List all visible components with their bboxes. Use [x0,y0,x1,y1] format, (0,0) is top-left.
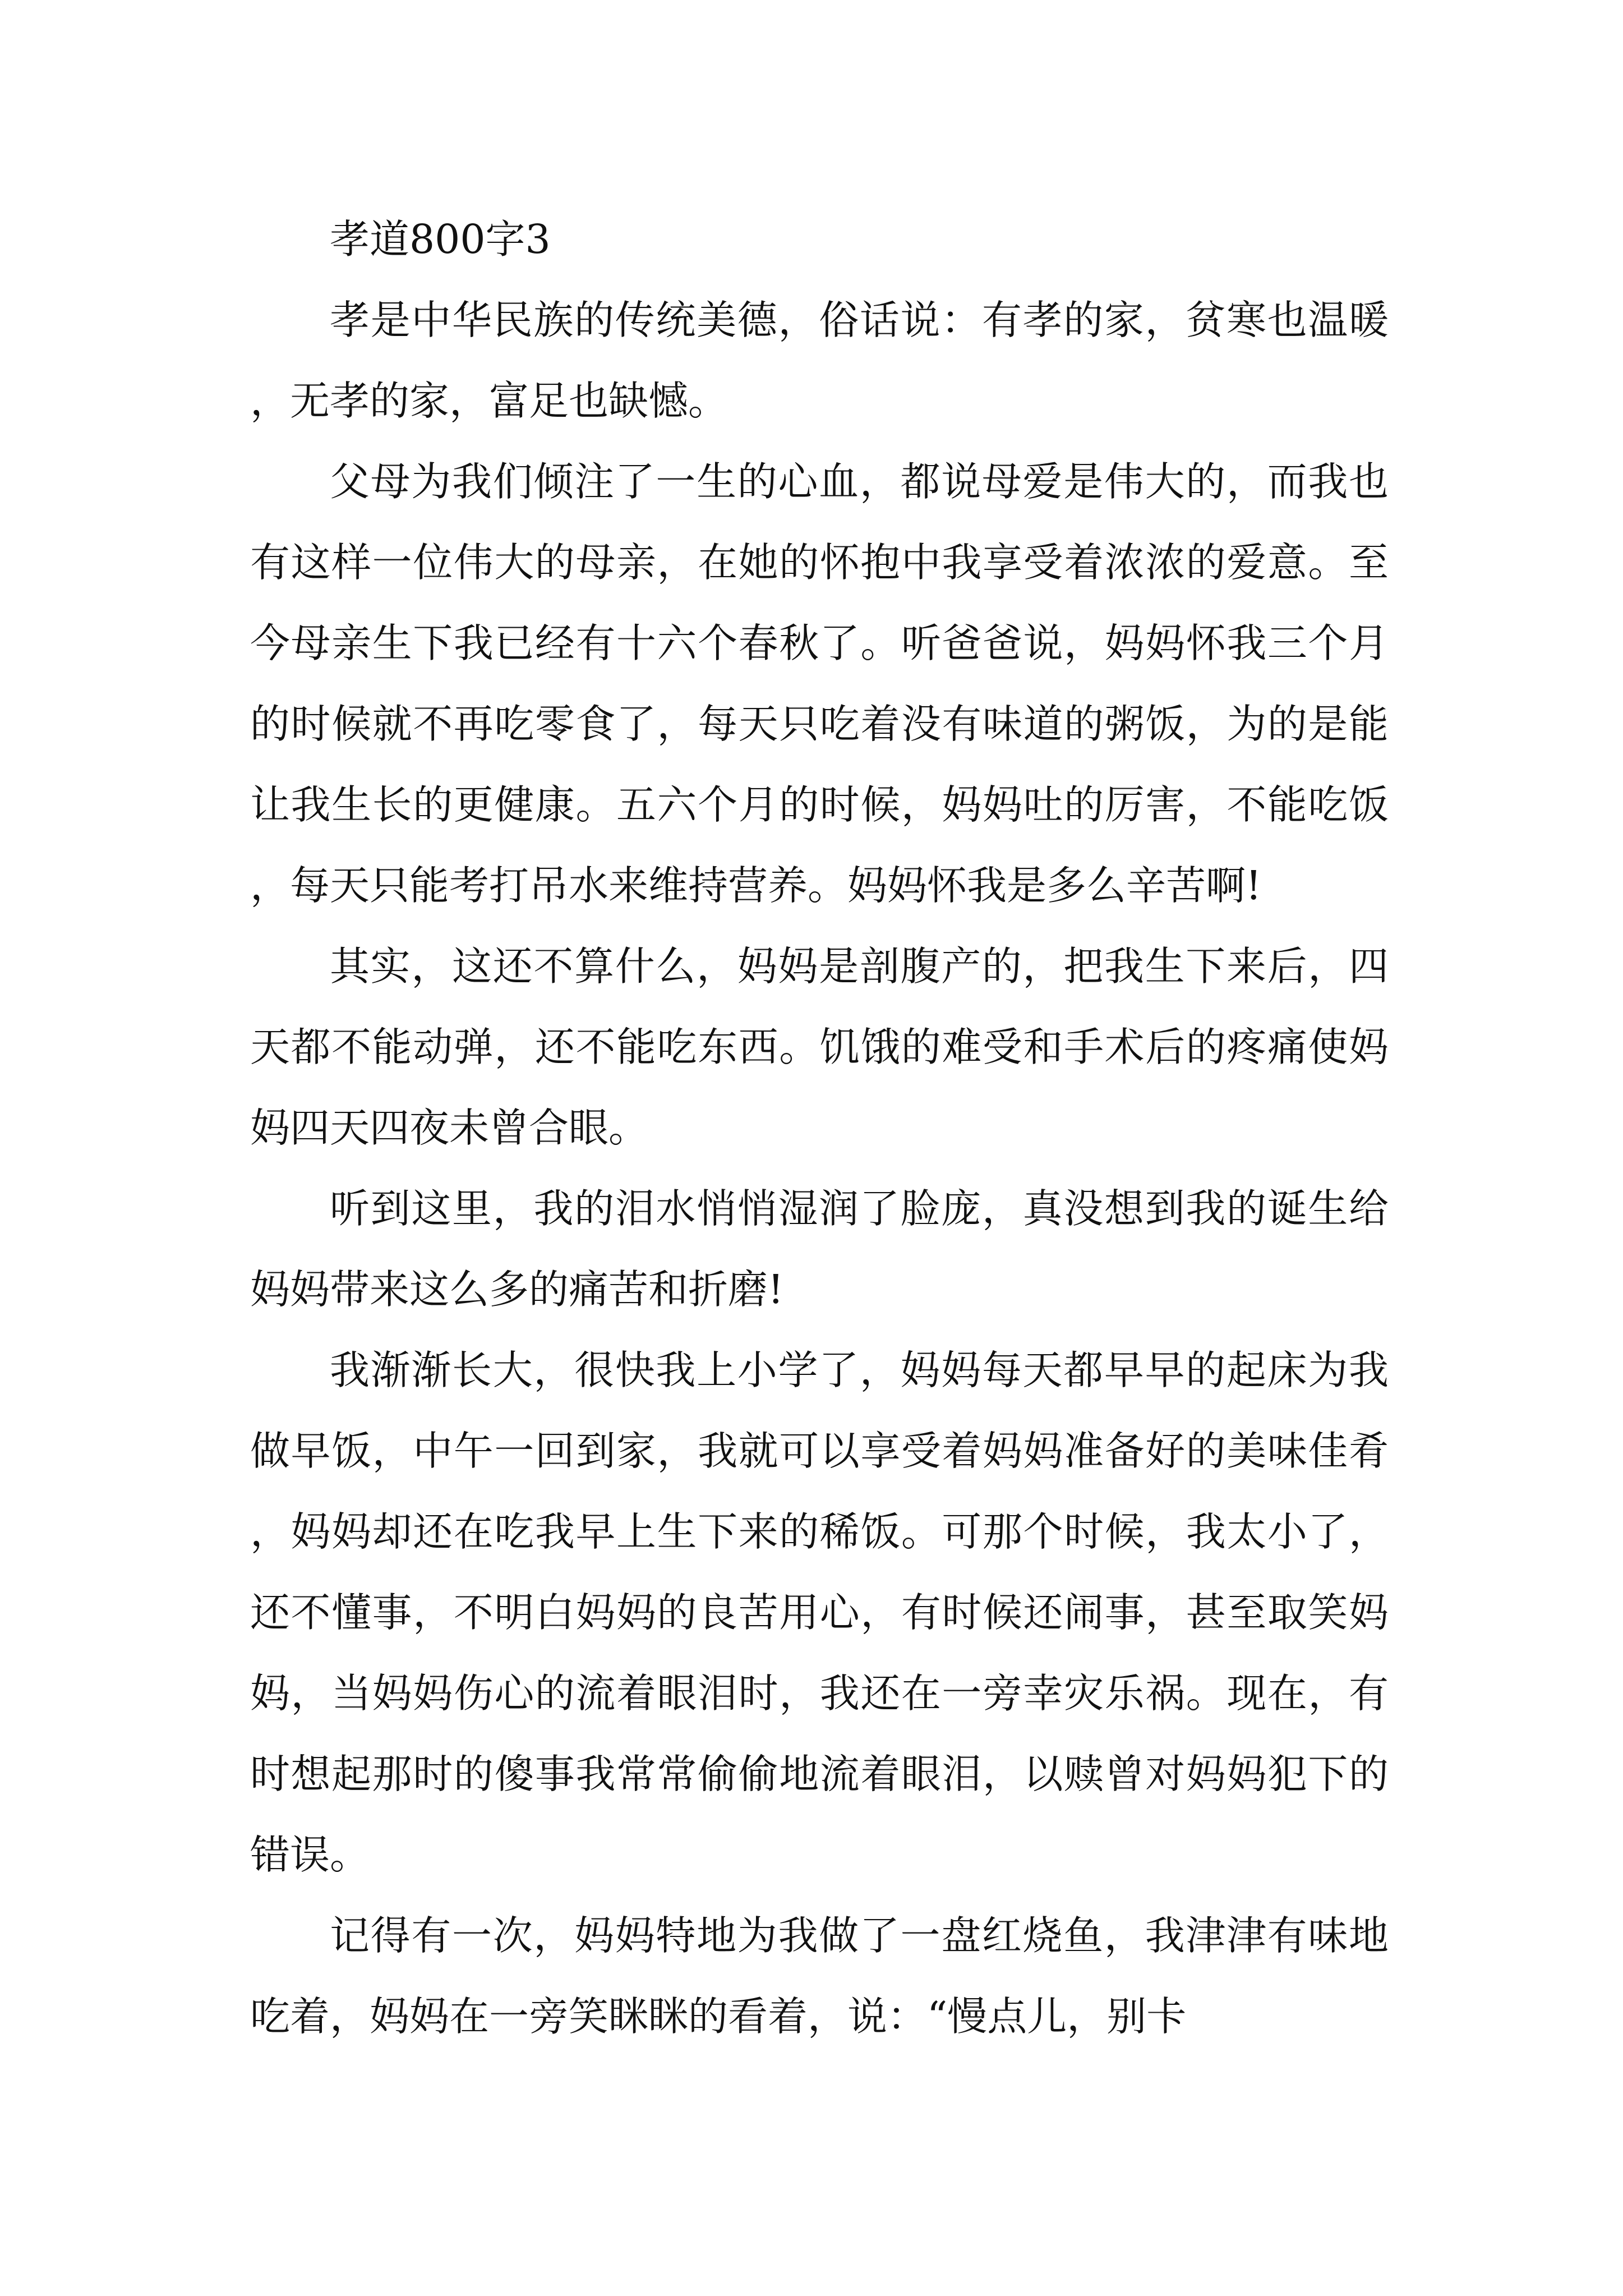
paragraph-6: 记得有一次，妈妈特地为我做了一盘红烧鱼，我津津有味地吃着，妈妈在一旁笑眯眯的看着，说：“慢点儿，别卡 [250,1912,1389,2040]
paragraph-2: 父母为我们倾注了一生的心血，都说母爱是伟大的，而我也有这样一位伟大的母亲，在她的怀抱中我享受着浓浓的爱意。至今母亲生下我已经有十六个春秋了。听爸爸说，妈妈怀我三个月的时候就不再吃零食了，每天只吃着没有味道的粥饭，为的是能让我生长的更健康。五六个月的时候，妈妈吐的厉害，不能吃饭，每天只能考打吊水来维持营养。妈妈怀我是多么辛苦啊! [250,458,1389,909]
paragraph-5: 我渐渐长大，很快我上小学了，妈妈每天都早早的起床为我做早饭，中午一回到家，我就可以享受着妈妈准备好的美味佳肴，妈妈却还在吃我早上生下来的稀饭。可那个时候，我太小了，还不懂事，不明白妈妈的良苦用心，有时候还闹事，甚至取笑妈妈，当妈妈伤心的流着眼泪时，我还在一旁幸灾乐祸。现在，有时想起那时的傻事我常常偷偷地流着眼泪，以赎曾对妈妈犯下的错误。 [250,1347,1389,1878]
document-body [250,199,1389,2057]
paragraph-4: 听到这里，我的泪水悄悄湿润了脸庞，真没想到我的诞生给妈妈带来这么多的痛苦和折磨! [250,1185,1389,1313]
paragraph-1: 孝是中华民族的传统美德，俗话说：有孝的家，贫寒也温暖，无孝的家，富足也缺憾。 [250,297,1389,424]
document-title: 孝道800字3 [330,216,551,263]
paragraph-3: 其实，这还不算什么，妈妈是剖腹产的，把我生下来后，四天都不能动弹，还不能吃东西。饥饿的难受和手术后的疼痛使妈妈四天四夜未曾合眼。 [250,943,1389,1151]
